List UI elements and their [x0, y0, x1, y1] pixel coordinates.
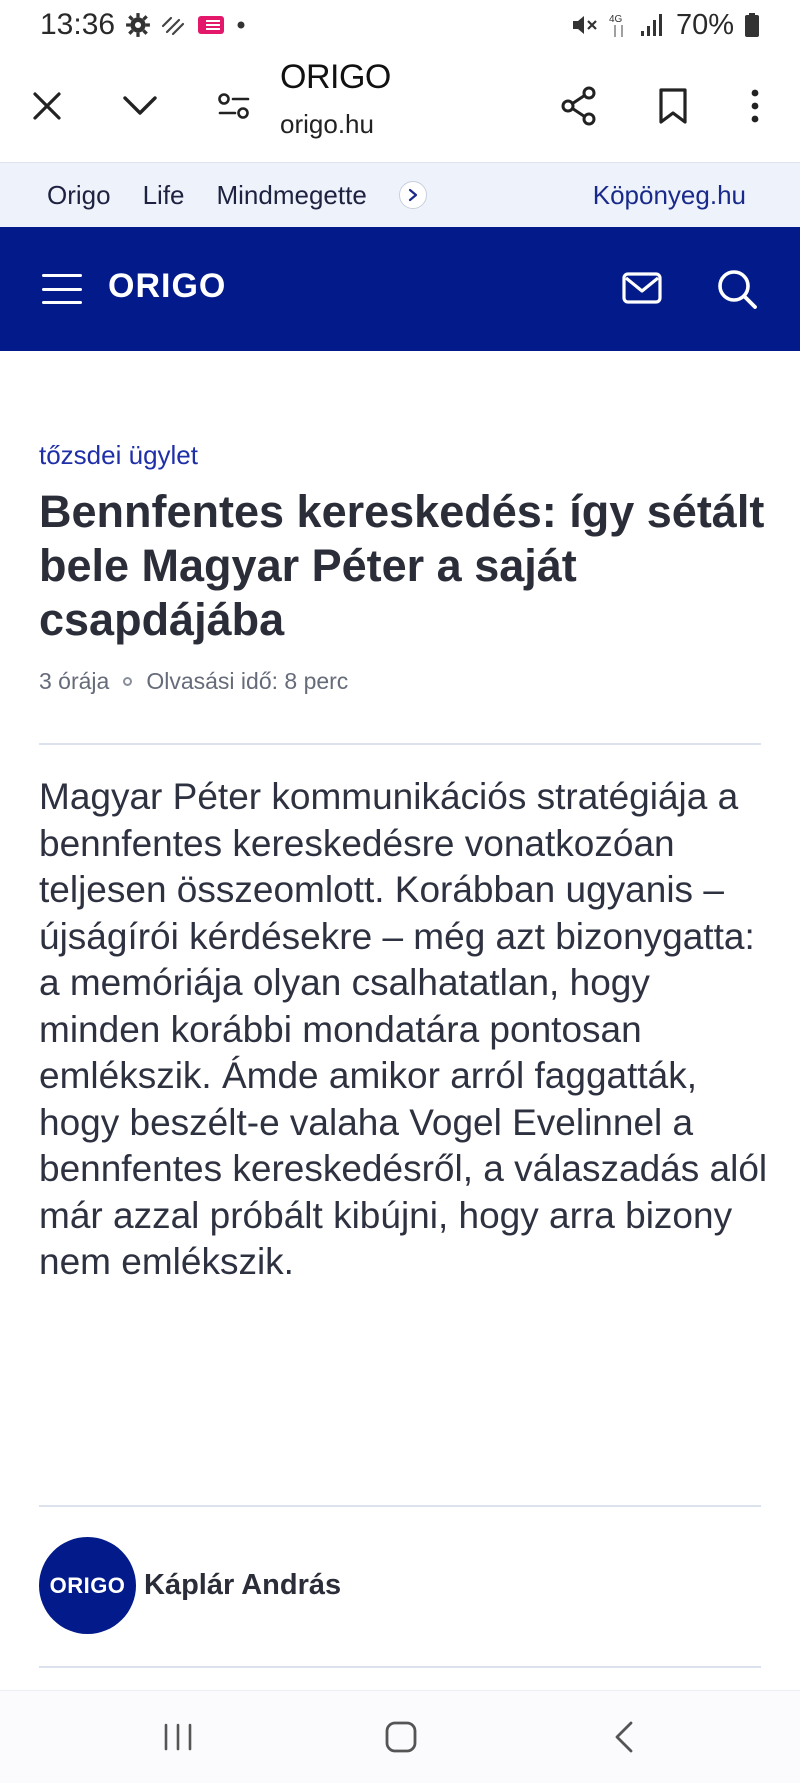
news-icon: [197, 14, 225, 36]
article-reading-time: Olvasási idő: 8 perc: [146, 668, 349, 694]
menu-icon[interactable]: [42, 274, 82, 304]
avatar: ORIGO: [39, 1537, 136, 1634]
signal-icon: [640, 13, 666, 37]
site-header: [0, 227, 800, 351]
divider: [39, 1505, 761, 1507]
battery-percent: 70%: [675, 8, 734, 41]
status-bar: [0, 0, 800, 50]
home-icon[interactable]: [384, 1720, 418, 1754]
site-info[interactable]: [280, 58, 391, 140]
svg-text:4G: 4G: [608, 14, 623, 25]
system-nav-bar: [0, 1690, 800, 1783]
site-tab-strip: [0, 162, 800, 227]
site-url: origo.hu: [280, 109, 374, 139]
article-meta: [39, 668, 348, 695]
back-icon[interactable]: [613, 1720, 635, 1754]
settings-gear-icon: [125, 12, 151, 38]
tab-life[interactable]: Life: [142, 179, 185, 210]
article-lead: Magyar Péter kommunikációs stratégiája a bennfentes kereskedésre vonatkozóan teljesen összeomlott. Korábban ugyanis – újságírói kérdésekre – még azt bizonygatta: a memóriája olyan csalhatatlan, hogy minden korábbi mondatára pontosan emlékszik. Ámde amikor arról faggatták, hogy beszélt-e valaha Vogel Evelinnel a bennfentes kereskedésről, a válaszadás alól már azzal próbált kibújni, hogy arra bizony nem emlékszik.: [39, 776, 768, 1282]
meta-separator-dot: [123, 677, 132, 686]
article-headline: Bennfentes kereskedés: így sétált bele Magyar Péter a saját csapdájába: [39, 486, 765, 645]
browser-toolbar: [0, 50, 800, 162]
notification-dot-icon: [235, 19, 247, 31]
chevron-right-icon[interactable]: [399, 181, 427, 209]
divider: [39, 743, 761, 745]
chevron-down-icon[interactable]: [112, 78, 168, 134]
site-logo[interactable]: ORIGO: [108, 267, 227, 305]
4g-icon: [608, 11, 630, 39]
mute-icon: [570, 12, 598, 38]
share-icon[interactable]: [551, 78, 607, 134]
mail-icon[interactable]: [621, 270, 663, 311]
tab-koponyeg[interactable]: Köpönyeg.hu: [592, 179, 746, 210]
bookmark-icon[interactable]: [645, 78, 701, 134]
divider: [39, 1666, 761, 1668]
tab-mindmegette[interactable]: Mindmegette: [216, 179, 367, 210]
search-icon[interactable]: [715, 267, 759, 316]
more-vert-icon[interactable]: [727, 78, 783, 134]
author-name[interactable]: Káplár András: [144, 1569, 342, 1601]
recent-apps-icon[interactable]: [162, 1722, 194, 1752]
author-block[interactable]: [39, 1537, 341, 1634]
tab-origo[interactable]: Origo: [47, 179, 111, 210]
article-category[interactable]: tőzsdei ügylet: [39, 440, 198, 470]
data-saver-icon: [161, 14, 187, 36]
article-time-ago: 3 órája: [39, 668, 110, 694]
site-title: ORIGO: [280, 58, 391, 96]
close-icon[interactable]: [19, 78, 75, 134]
page-settings-icon[interactable]: [206, 78, 262, 134]
status-time: 13:36: [40, 8, 116, 41]
battery-icon: [744, 12, 760, 38]
